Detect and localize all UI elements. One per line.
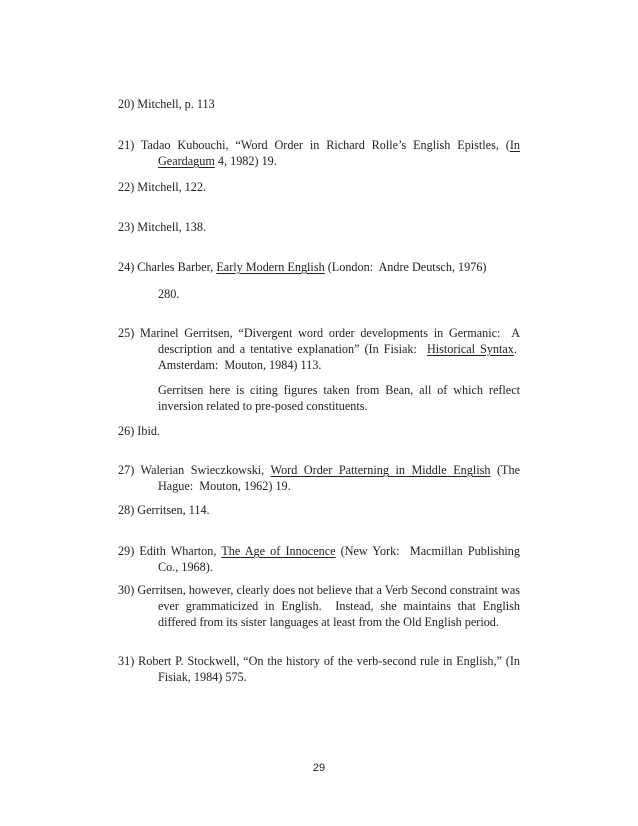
endnote-27-text	[118, 462, 520, 494]
endnote-28-text: 28) Gerritsen, 114.	[118, 503, 210, 517]
endnote-24-continuation: 280.	[158, 287, 180, 301]
endnote-29-text	[118, 543, 520, 575]
endnote-30	[118, 582, 520, 630]
endnote-29-post: (New York: Macmillan Publishing Co., 1968).	[158, 544, 520, 574]
endnote-21-post: 4, 1982) 19.	[214, 154, 277, 168]
endnote-24-text	[118, 259, 520, 275]
endnote-21	[118, 137, 520, 169]
endnote-20	[118, 96, 520, 112]
endnote-22	[118, 179, 520, 195]
endnote-24-title: Early Modern English	[216, 260, 325, 274]
endnote-25-post: . Amsterdam: Mouton, 1984) 113.	[158, 342, 520, 372]
endnote-21-pre: 21) Tadao Kubouchi, “Word Order in Richard Rolle’s English Epistles, (	[118, 138, 510, 152]
endnote-25	[118, 325, 520, 414]
endnote-25-continuation: Gerritsen here is citing figures taken from Bean, all of which reflect inversion related to pre-posed constituents.	[158, 383, 520, 413]
endnote-27	[118, 462, 520, 494]
endnote-29-pre: 29) Edith Wharton,	[118, 544, 222, 558]
endnote-21-title: In Geardagum	[158, 138, 520, 168]
endnote-24-post: (London: Andre Deutsch, 1976)	[324, 260, 487, 274]
endnote-30-text: 30) Gerritsen, however, clearly does not believe that a Verb Second constraint was ever grammaticized in English. Instead, she maintains that English differed from its sister languages at least from the Old English period.	[118, 583, 520, 629]
endnote-24-pre: 24) Charles Barber,	[118, 260, 217, 274]
endnote-25-pre: 25) Marinel Gerritsen, “Divergent word order developments in Germanic: A description and a tentative explanation” (In Fisiak:	[118, 326, 520, 356]
endnote-29-title: The Age of Innocence	[221, 544, 336, 558]
endnote-31-text: 31) Robert P. Stockwell, “On the history of the verb-second rule in English,” (In Fisiak, 1984) 575.	[118, 654, 520, 684]
endnote-24	[118, 259, 520, 302]
endnote-25-text	[118, 325, 520, 373]
endnote-31	[118, 653, 520, 685]
endnote-28	[118, 502, 520, 518]
endnote-29	[118, 543, 520, 575]
endnote-23	[118, 219, 520, 235]
endnote-26-text: 26) Ibid.	[118, 424, 160, 438]
endnote-21-text	[118, 137, 520, 169]
endnote-27-post: (The Hague: Mouton, 1962) 19.	[158, 463, 520, 493]
endnote-26	[118, 423, 520, 439]
endnote-25-title: Historical Syntax	[426, 342, 514, 356]
endnote-23-text: 23) Mitchell, 138.	[118, 220, 207, 234]
page-number: 29	[312, 762, 326, 774]
endnote-27-title: Word Order Patterning in Middle English	[270, 463, 491, 477]
endnote-22-text: 22) Mitchell, 122.	[118, 180, 207, 194]
endnote-20-text: 20) Mitchell, p. 113	[118, 97, 215, 111]
endnote-27-pre: 27) Walerian Swieczkowski,	[118, 463, 271, 477]
